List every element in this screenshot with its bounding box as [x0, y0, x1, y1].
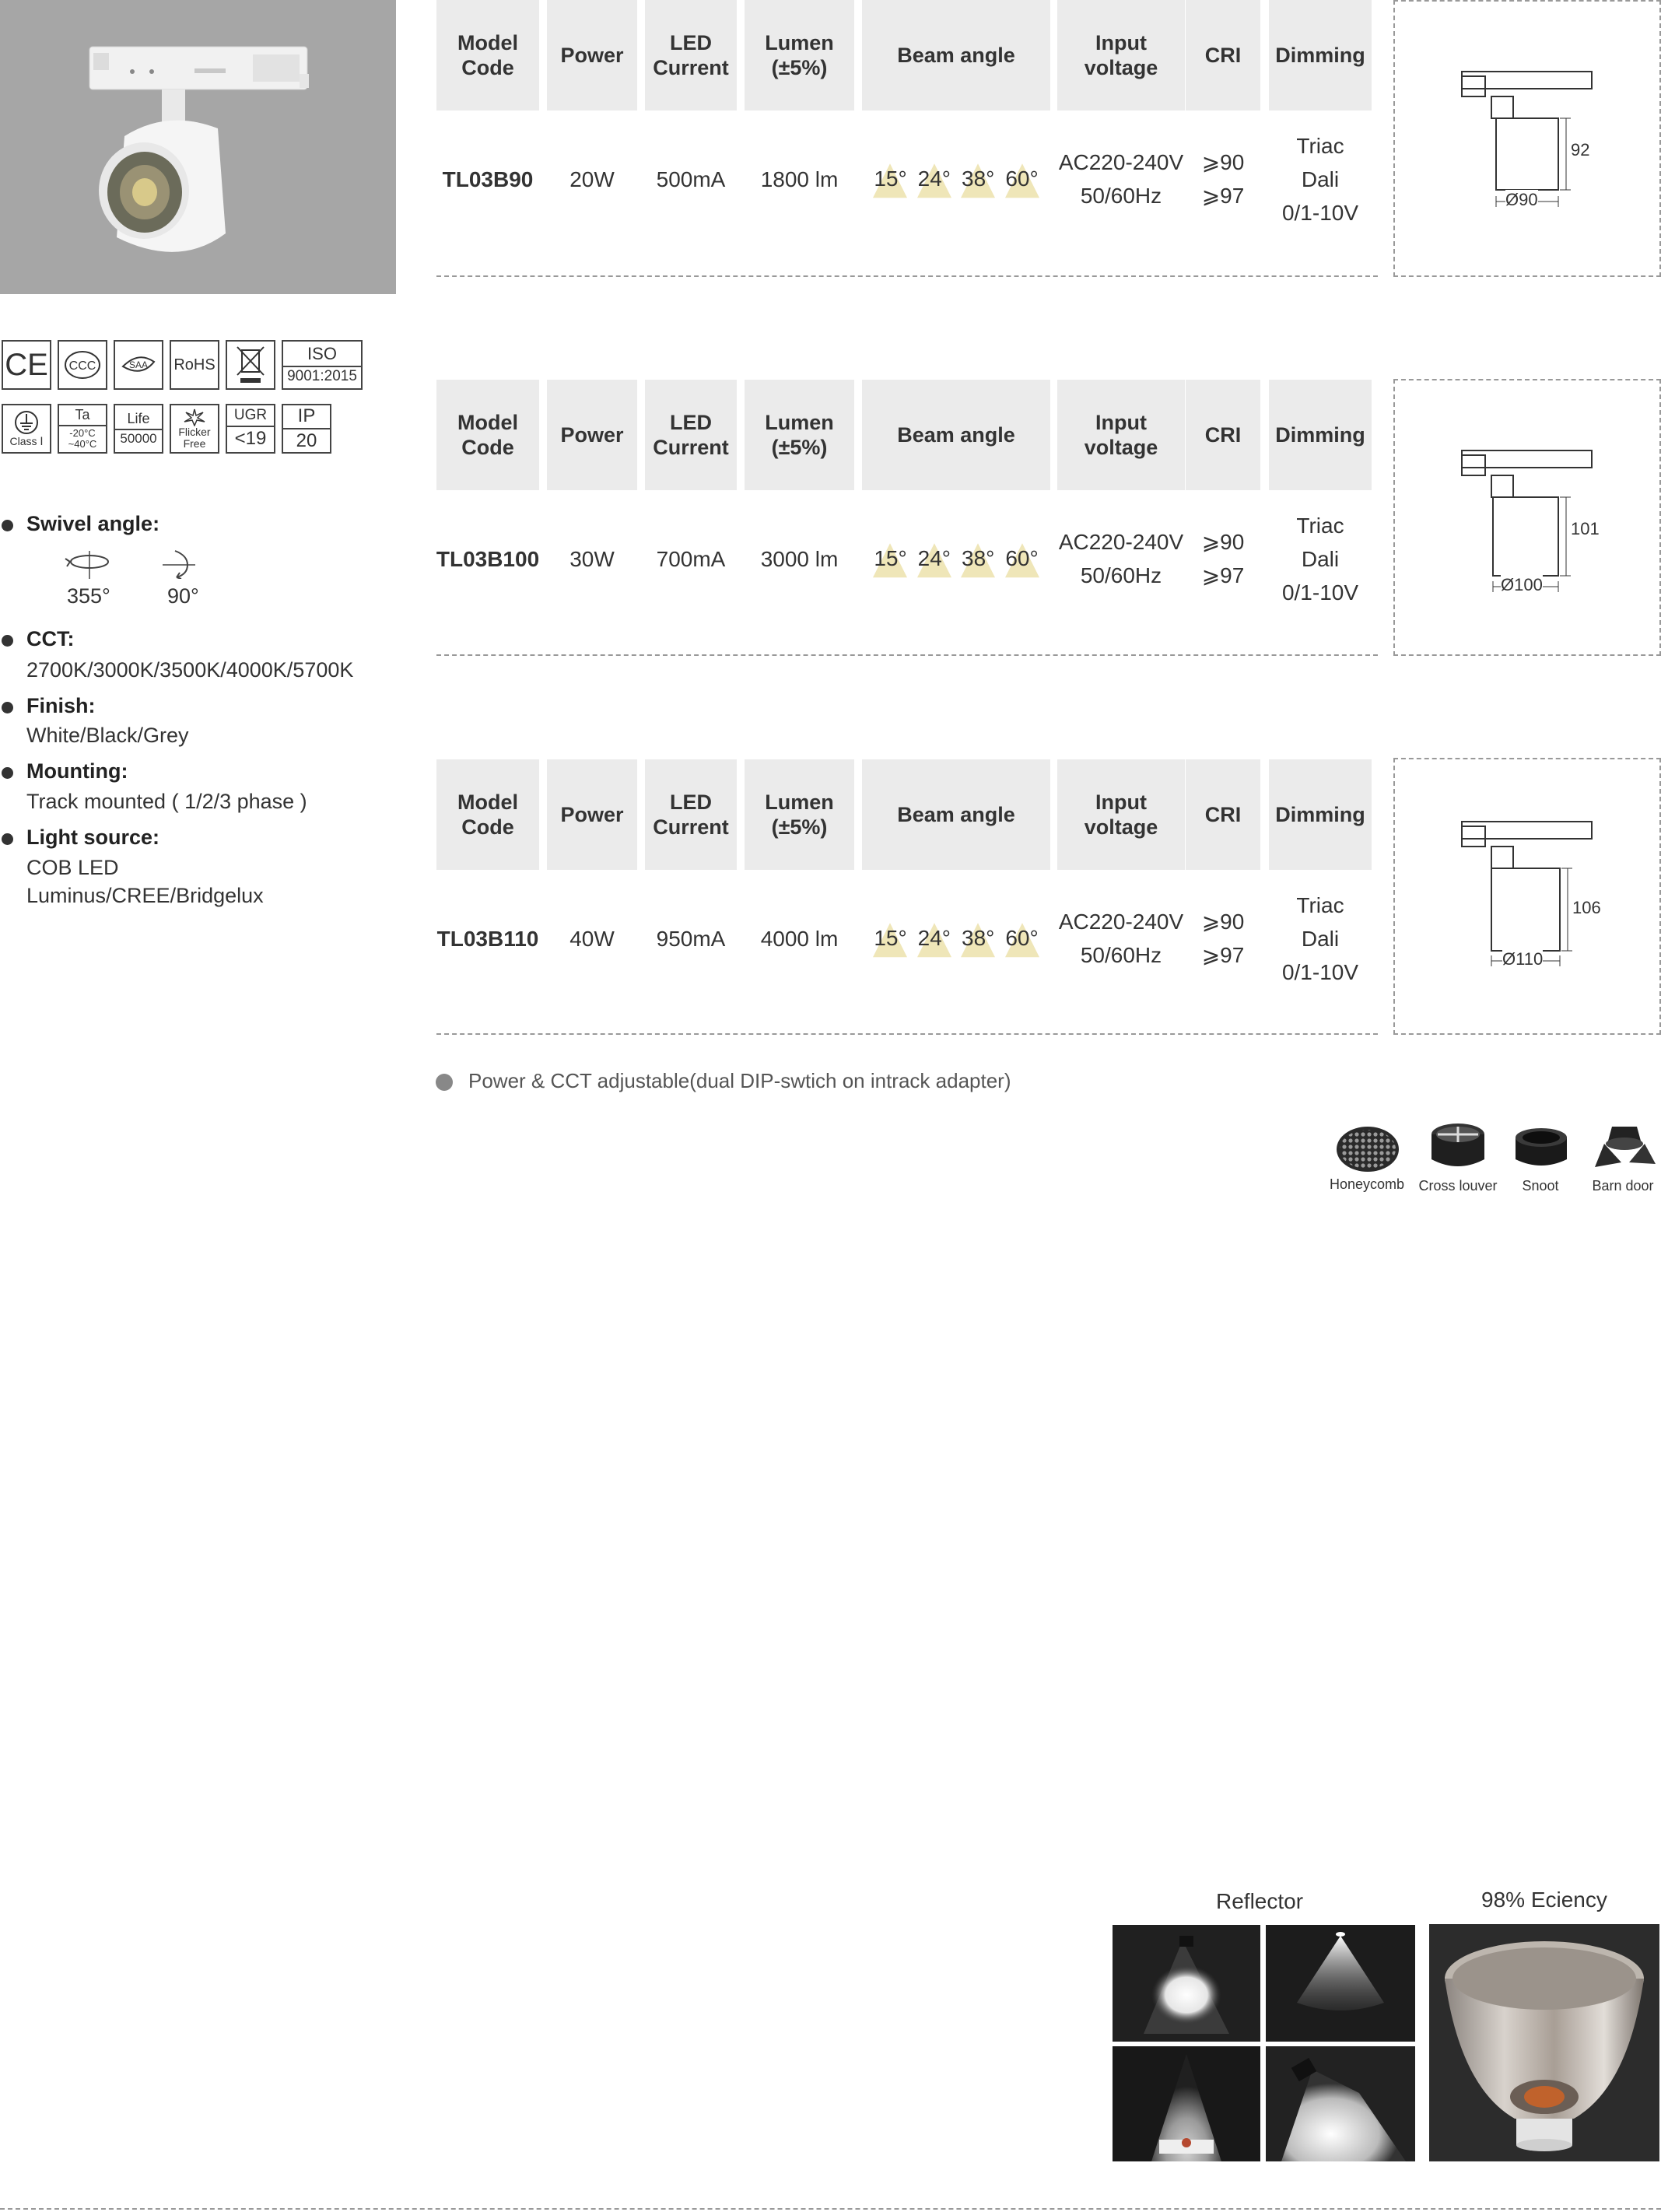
header-beam-angle: Beam angle: [862, 0, 1050, 110]
cross-louver-label: Cross louver: [1418, 1178, 1498, 1194]
header-power: Power: [547, 759, 637, 870]
ip-label: IP: [283, 406, 330, 429]
header-beam-angle: Beam angle: [862, 380, 1050, 490]
ip-rating-icon: [282, 404, 331, 454]
finish-title: Finish:: [26, 694, 96, 717]
ce-certification-icon: [2, 340, 51, 390]
life-hours-icon: [114, 404, 163, 454]
honeycomb-label: Honeycomb: [1329, 1176, 1405, 1192]
dimension-drawing-svg: [1395, 380, 1661, 657]
ccc-certification-icon: [58, 340, 107, 390]
header-led-current: LED Current: [645, 0, 737, 110]
lumen-value: 4000 lm: [760, 926, 839, 951]
led-current-value: 500mA: [656, 167, 726, 191]
page-footer-divider: [0, 2208, 1661, 2210]
dimension-diameter: Ø100: [1501, 575, 1543, 594]
reflector-cup-image: [1429, 1924, 1659, 2161]
dimension-height: 106: [1572, 898, 1601, 917]
snoot-label: Snoot: [1522, 1178, 1559, 1194]
dimension-height: 92: [1571, 140, 1590, 160]
header-model-code: Model Code: [436, 759, 539, 870]
cri-value: ⩾90 ⩾97: [1201, 530, 1245, 587]
dimming-value: Triac Dali 0/1-10V: [1281, 892, 1359, 984]
led-current-value: 950mA: [656, 926, 726, 951]
power-value: 20W: [569, 167, 615, 191]
power-value: 40W: [569, 926, 615, 951]
rohs-certification-icon: [170, 340, 219, 390]
ugr-label: UGR: [227, 408, 274, 427]
free-label: Free: [183, 437, 206, 450]
cri-value: ⩾90 ⩾97: [1201, 910, 1245, 967]
bullet-icon: [2, 833, 13, 845]
saa-certification-icon: [114, 340, 163, 390]
finish-value: White/Black/Grey: [26, 724, 189, 747]
light-source-brands: Luminus/CREE/Bridgelux: [26, 884, 264, 907]
product-photo: [0, 0, 396, 294]
input-voltage-value: AC220-240V 50/60Hz: [1058, 530, 1184, 587]
light-source-title: Light source:: [26, 826, 160, 849]
beam-angle-option: 38°: [958, 167, 997, 191]
header-beam-angle: Beam angle: [862, 759, 1050, 870]
beam-angle-option: 15°: [871, 926, 909, 951]
dimension-drawing-svg: [1395, 2, 1661, 279]
header-cri: CRI: [1186, 759, 1260, 870]
light-source-type: COB LED: [26, 856, 119, 879]
model-code: TL03B110: [436, 926, 539, 951]
bullet-icon: [2, 767, 13, 779]
swivel-horizontal-value: 355°: [67, 584, 110, 608]
reflector-title: Reflector: [1216, 1889, 1304, 1913]
reflector-demo-2-image: [1266, 1925, 1415, 2042]
header-power: Power: [547, 0, 637, 110]
dimension-drawing-3: [1393, 758, 1661, 1035]
cross-louver-accessory-icon: [1427, 1120, 1489, 1175]
note-bullet-icon: [436, 1074, 453, 1091]
input-voltage-value: AC220-240V 50/60Hz: [1058, 150, 1184, 208]
dimension-drawing-1: [1393, 0, 1661, 277]
rohs-label: RoHS: [173, 356, 216, 373]
barn-door-accessory-icon: [1590, 1120, 1659, 1172]
reflector-demo-4-image: [1266, 2046, 1415, 2161]
ugr-value: <19: [234, 428, 267, 450]
led-current-value: 700mA: [656, 546, 726, 571]
power-value: 30W: [569, 546, 615, 571]
header-cri: CRI: [1186, 0, 1260, 110]
dimension-diameter: Ø110: [1502, 949, 1544, 969]
header-model-code: Model Code: [436, 380, 539, 490]
beam-angle-values: [862, 876, 1050, 1001]
cct-title: CCT:: [26, 627, 75, 650]
bullet-icon: [2, 520, 13, 531]
row-divider: [436, 1033, 1378, 1035]
barn-door-label: Barn door: [1592, 1178, 1654, 1194]
track-light-image: [0, 0, 396, 294]
snoot-accessory-icon: [1511, 1125, 1572, 1172]
beam-angle-option: 60°: [1002, 546, 1041, 571]
dimension-diameter: Ø90: [1505, 190, 1538, 209]
header-dimming: Dimming: [1269, 0, 1372, 110]
beam-angle-option: 38°: [958, 926, 997, 951]
bullet-icon: [2, 635, 13, 647]
header-power: Power: [547, 380, 637, 490]
life-value: 50000: [120, 430, 157, 446]
iso-standard: 9001:2015: [287, 367, 357, 384]
header-input-voltage: Input voltage: [1057, 759, 1185, 870]
svg-text:CCC: CCC: [68, 359, 96, 373]
life-label: Life: [115, 412, 162, 430]
weee-bin-icon: [226, 340, 275, 390]
header-lumen: Lumen (±5%): [745, 380, 854, 490]
beam-angle-option: 24°: [915, 167, 954, 191]
swivel-angle-title: Swivel angle:: [26, 512, 160, 535]
ta-min: -20°C: [69, 426, 96, 439]
dimming-value: Triac Dali 0/1-10V: [1281, 513, 1359, 605]
beam-angle-option: 24°: [915, 926, 954, 951]
cct-value: 2700K/3000K/3500K/4000K/5700K: [26, 658, 354, 682]
ta-max: ~40°C: [68, 437, 97, 450]
row-divider: [436, 654, 1378, 656]
svg-text:SAA: SAA: [128, 359, 149, 370]
flicker-free-icon: [170, 404, 219, 454]
model-code: TL03B90: [442, 167, 534, 191]
dimension-drawing-2: [1393, 379, 1661, 656]
header-input-voltage: Input voltage: [1057, 380, 1185, 490]
efficiency-title: 98% Eciency: [1481, 1888, 1607, 1912]
header-led-current: LED Current: [645, 380, 737, 490]
beam-angle-values: [862, 496, 1050, 621]
reflector-demo-3-image: [1113, 2046, 1260, 2161]
adjustable-note: Power & CCT adjustable(dual DIP-swtich on intrack adapter): [468, 1069, 1011, 1092]
header-dimming: Dimming: [1269, 759, 1372, 870]
beam-angle-option: 60°: [1002, 926, 1041, 951]
model-code: TL03B100: [436, 546, 540, 571]
swivel-vertical-value: 90°: [167, 584, 199, 608]
mounting-title: Mounting:: [26, 759, 128, 783]
ta-temperature-icon: [58, 404, 107, 454]
dimming-value: Triac Dali 0/1-10V: [1281, 133, 1359, 225]
header-cri: CRI: [1186, 380, 1260, 490]
dimension-height: 101: [1571, 519, 1600, 538]
mounting-value: Track mounted ( 1/2/3 phase ): [26, 790, 307, 813]
flicker-label: Flicker: [178, 425, 211, 438]
iso-certification-icon: [282, 340, 363, 390]
beam-angle-option: 60°: [1002, 167, 1041, 191]
header-input-voltage: Input voltage: [1057, 0, 1185, 110]
beam-angle-option: 15°: [871, 546, 909, 571]
honeycomb-accessory-icon: [1335, 1125, 1400, 1173]
ip-value: 20: [296, 430, 317, 451]
ce-label: CE: [5, 348, 48, 382]
cri-value: ⩾90 ⩾97: [1201, 150, 1245, 208]
beam-angle-values: [862, 117, 1050, 241]
header-led-current: LED Current: [645, 759, 737, 870]
beam-angle-option: 24°: [915, 546, 954, 571]
input-voltage-value: AC220-240V 50/60Hz: [1058, 910, 1184, 967]
class-label: Class Ⅰ: [9, 435, 44, 448]
class-one-earth-icon: [2, 404, 51, 454]
beam-angle-option: 38°: [958, 546, 997, 571]
vertical-tilt-icon: [159, 548, 198, 579]
header-model-code: Model Code: [436, 0, 539, 110]
ugr-icon: [226, 404, 275, 454]
lumen-value: 3000 lm: [760, 546, 839, 571]
bullet-icon: [2, 702, 13, 713]
ta-label: Ta: [59, 408, 106, 426]
lumen-value: 1800 lm: [760, 167, 839, 191]
header-lumen: Lumen (±5%): [745, 759, 854, 870]
header-dimming: Dimming: [1269, 380, 1372, 490]
horizontal-rotate-icon: [62, 548, 117, 579]
row-divider: [436, 275, 1378, 277]
iso-label: ISO: [283, 345, 361, 366]
dimension-drawing-svg: [1395, 759, 1661, 1036]
header-lumen: Lumen (±5%): [745, 0, 854, 110]
reflector-demo-1-image: [1113, 1925, 1260, 2042]
beam-angle-option: 15°: [871, 167, 909, 191]
